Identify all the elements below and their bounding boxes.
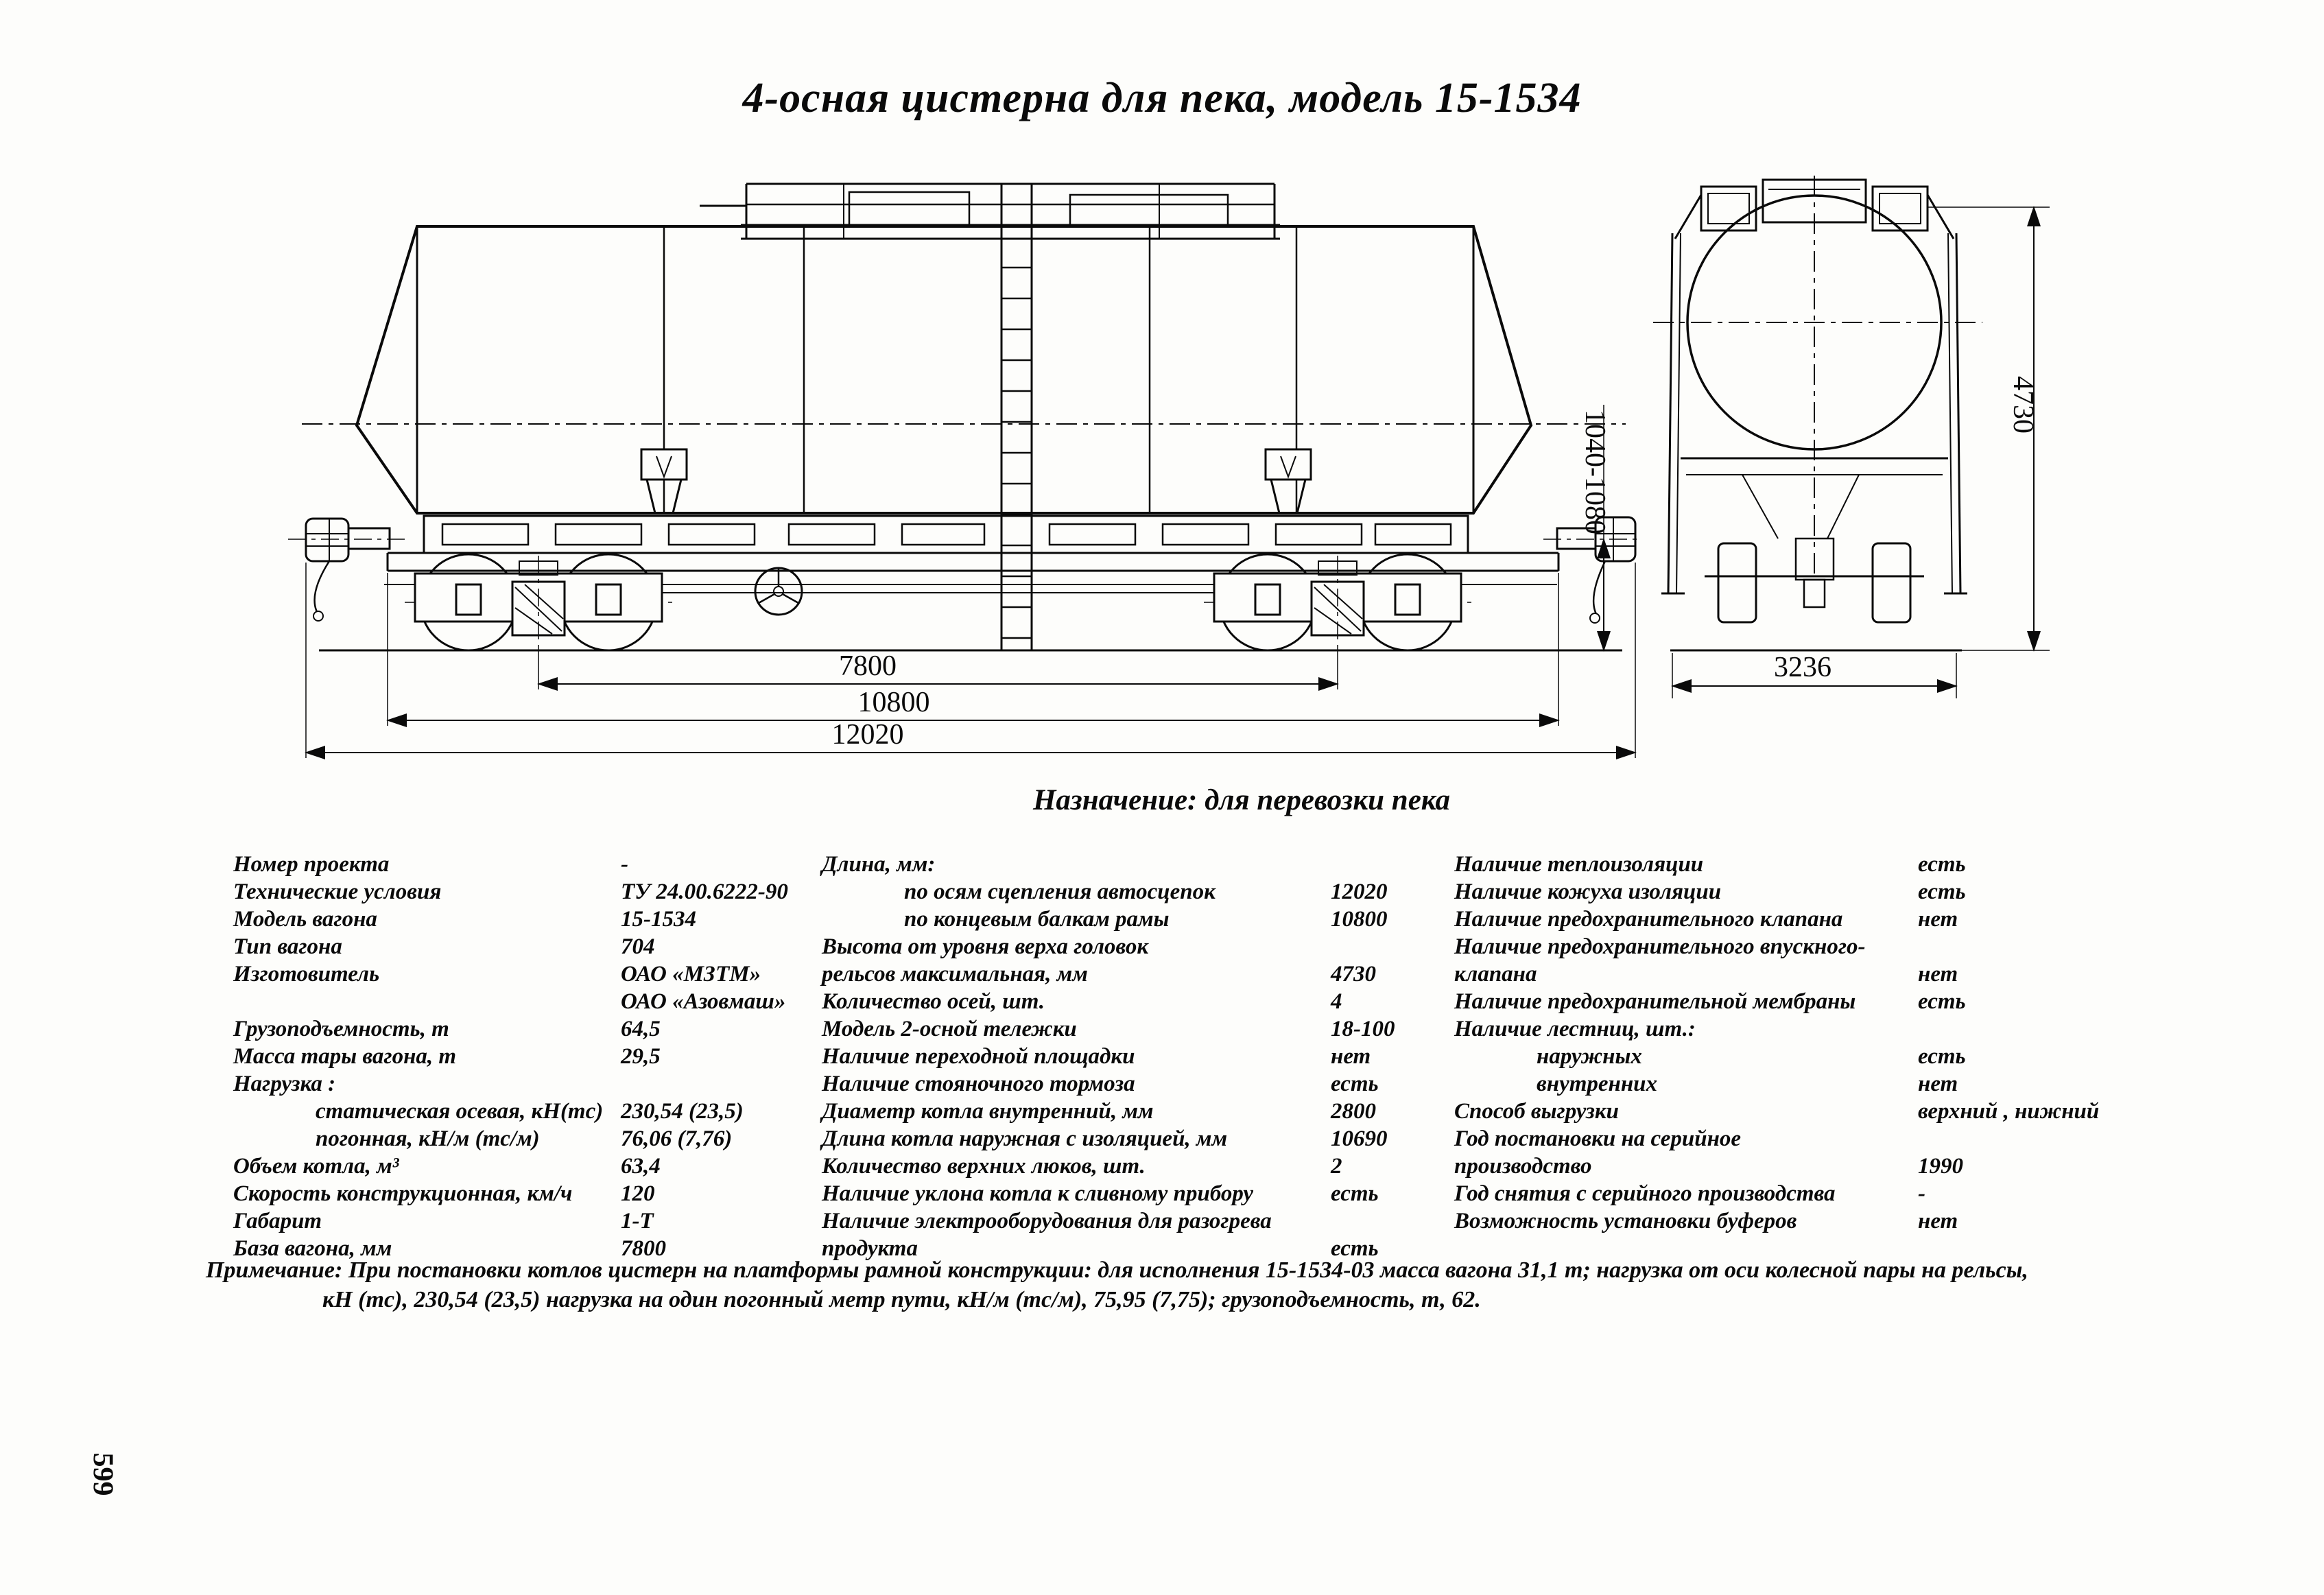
spec-value: 1-Т — [621, 1209, 654, 1233]
spec-value: есть — [1918, 852, 1966, 877]
drain-device — [641, 449, 1311, 513]
spec-label: Количество верхних люков, шт. — [822, 1154, 1146, 1179]
spec-value: ТУ 24.00.6222-90 — [621, 879, 788, 904]
dim-end-width: 3236 — [1774, 652, 1831, 683]
footnote-line-2: кН (тс), 230,54 (23,5) нагрузка на один погонный метр пути, кН/м (тс/м), 75,95 (7,75); грузоподъемность, т, 62. — [322, 1287, 1481, 1312]
spec-value: нет — [1918, 1072, 1958, 1096]
dim-coupler-height: 1040-1080 — [1579, 410, 1611, 534]
spec-value: 64,5 — [621, 1017, 661, 1041]
spec-row — [1454, 1180, 2319, 1207]
dim-bogie-base: 7800 — [839, 650, 897, 682]
spec-label: по концевым балкам рамы — [904, 907, 1170, 932]
spec-label: Наличие предохранительного впускного- — [1454, 934, 1866, 959]
page-title: 4-осная цистерна для пека, модель 15-1534 — [742, 75, 1582, 121]
spec-value: ОАО «МЗТМ» — [621, 962, 761, 986]
spec-label: производство — [1454, 1154, 1592, 1179]
spec-value: есть — [1918, 1044, 1966, 1069]
spec-value: 10690 — [1331, 1126, 1388, 1151]
spec-label: Масса тары вагона, т — [233, 1044, 457, 1069]
spec-row — [822, 1043, 1467, 1070]
spec-row — [822, 1180, 1467, 1207]
spec-label: Наличие предохранительной мембраны — [1454, 989, 1856, 1014]
spec-label: Изготовитель — [233, 962, 380, 986]
spec-label: Диаметр котла внутренний, мм — [822, 1099, 1154, 1124]
spec-label: База вагона, мм — [233, 1236, 392, 1261]
spec-row — [233, 1098, 851, 1125]
spec-row — [1454, 1125, 2319, 1153]
spec-row — [822, 1125, 1467, 1153]
spec-column-1 — [233, 851, 851, 1262]
end-dimensions — [1672, 207, 2050, 698]
ladder — [1001, 184, 1032, 650]
spec-label: Нагрузка : — [233, 1072, 336, 1096]
spec-row — [1454, 1070, 2319, 1098]
bogie — [1204, 554, 1471, 650]
spec-label: Высота от уровня верха головок — [822, 934, 1149, 959]
spec-row — [822, 1098, 1467, 1125]
spec-label: Объем котла, м³ — [233, 1154, 399, 1179]
spec-label: Наличие стояночного тормоза — [822, 1072, 1135, 1096]
spec-label: Наличие кожуха изоляции — [1454, 879, 1722, 904]
spec-value: есть — [1331, 1236, 1379, 1261]
spec-row — [1454, 1015, 2319, 1043]
spec-row — [233, 988, 851, 1015]
spec-row — [1454, 988, 2319, 1015]
spec-label: Наличие электрооборудования для разогрева — [822, 1209, 1272, 1233]
spec-column-2 — [822, 851, 1467, 1262]
spec-value: 230,54 (23,5) — [621, 1099, 744, 1124]
page-number — [81, 1437, 122, 1520]
spec-row — [233, 1043, 851, 1070]
spec-row — [1454, 906, 2319, 933]
spec-row — [233, 1180, 851, 1207]
spec-value: 12020 — [1331, 879, 1388, 904]
spec-row — [233, 1015, 851, 1043]
spec-row — [233, 1125, 851, 1153]
spec-label: Модель 2-осной тележки — [822, 1017, 1077, 1041]
spec-label: Способ выгрузки — [1454, 1099, 1619, 1124]
spec-row — [1454, 960, 2319, 988]
spec-label: Габарит — [233, 1209, 322, 1233]
spec-value: 4 — [1331, 989, 1342, 1014]
tank-car-drawing — [261, 165, 2126, 768]
spec-label: Тип вагона — [233, 934, 342, 959]
spec-label: Номер проекта — [233, 852, 390, 877]
spec-value: 76,06 (7,76) — [621, 1126, 733, 1151]
spec-label: внутренних — [1537, 1072, 1658, 1096]
footnote-line-1: Примечание: При постановки котлов цистерн на платформы рамной конструкции: для исполнения 15-1534-03 масса вагона 31,1 т; нагрузка от оси колесной пары на рельсы, — [206, 1257, 2028, 1283]
spec-row — [233, 1207, 851, 1235]
spec-value: 4730 — [1331, 962, 1376, 986]
spec-row — [1454, 1043, 2319, 1070]
spec-label: Наличие предохранительного клапана — [1454, 907, 1843, 932]
spec-row — [822, 933, 1467, 960]
spec-value: есть — [1331, 1072, 1379, 1096]
spec-label: Наличие переходной площадки — [822, 1044, 1135, 1069]
spec-label: Наличие теплоизоляции — [1454, 852, 1704, 877]
spec-value: есть — [1918, 989, 1966, 1014]
spec-label: Модель вагона — [233, 907, 377, 932]
spec-value: 2800 — [1331, 1099, 1376, 1124]
spec-label: Длина котла наружная с изоляцией, мм — [822, 1126, 1228, 1151]
dim-max-height: 4730 — [2007, 376, 2039, 434]
spec-row — [233, 906, 851, 933]
side-view — [288, 184, 1639, 650]
spec-value: 15-1534 — [621, 907, 696, 932]
spec-label: клапана — [1454, 962, 1537, 986]
spec-row — [233, 933, 851, 960]
spec-row — [822, 851, 1467, 878]
spec-label: Длина, мм: — [822, 852, 936, 877]
spec-label: Количество осей, шт. — [822, 989, 1045, 1014]
spec-row — [1454, 1153, 2319, 1180]
spec-row — [233, 960, 851, 988]
spec-label: Грузоподъемность, т — [233, 1017, 449, 1041]
spec-label: Технические условия — [233, 879, 442, 904]
spec-row — [1454, 933, 2319, 960]
spec-row — [822, 988, 1467, 1015]
spec-row — [233, 878, 851, 906]
spec-value: 1990 — [1918, 1154, 1963, 1179]
spec-row — [822, 906, 1467, 933]
spec-label: рельсов максимальная, мм — [822, 962, 1088, 986]
spec-value: нет — [1918, 907, 1958, 932]
spec-value: ОАО «Азовмаш» — [621, 989, 786, 1014]
spec-row — [233, 1153, 851, 1180]
spec-label: по осям сцепления автосцепок — [904, 879, 1216, 904]
spec-row — [822, 878, 1467, 906]
spec-value: 18-100 — [1331, 1017, 1395, 1041]
spec-row — [822, 1207, 1467, 1235]
page-number-text: 599 — [86, 1452, 119, 1496]
spec-label: продукта — [822, 1236, 918, 1261]
top-platform — [700, 184, 1280, 239]
handbrake-wheel — [755, 568, 802, 615]
spec-row — [1454, 1098, 2319, 1125]
dim-coupler-length: 12020 — [831, 719, 904, 751]
spec-value: нет — [1918, 1209, 1958, 1233]
spec-label: Наличие лестниц, шт.: — [1454, 1017, 1696, 1041]
spec-label: Год постановки на серийное — [1454, 1126, 1742, 1151]
spec-label: статическая осевая, кН(тс) — [316, 1099, 604, 1124]
spec-label: Наличие уклона котла к сливному прибору — [822, 1181, 1254, 1206]
spec-label: Возможность установки буферов — [1454, 1209, 1797, 1233]
spec-row — [1454, 851, 2319, 878]
spec-value: 10800 — [1331, 907, 1388, 932]
end-view — [1653, 176, 1982, 650]
technical-drawing — [261, 165, 2126, 768]
spec-value: есть — [1918, 879, 1966, 904]
spec-value: 704 — [621, 934, 655, 959]
spec-value: 63,4 — [621, 1154, 661, 1179]
dim-frame-length: 10800 — [857, 687, 930, 718]
spec-row — [822, 1153, 1467, 1180]
spec-value: - — [621, 852, 628, 877]
footnote — [206, 1255, 2140, 1314]
spec-value: 7800 — [621, 1236, 666, 1261]
spec-row — [1454, 1207, 2319, 1235]
spec-value: нет — [1331, 1044, 1371, 1069]
spec-label: погонная, кН/м (тс/м) — [316, 1126, 540, 1151]
spec-label: Год снятия с серийного производства — [1454, 1181, 1836, 1206]
spec-row — [233, 851, 851, 878]
spec-value: есть — [1331, 1181, 1379, 1206]
spec-row — [1454, 878, 2319, 906]
spec-column-3 — [1454, 851, 2319, 1235]
bogie — [405, 554, 672, 650]
spec-label: Скорость конструкционная, км/ч — [233, 1181, 573, 1206]
spec-value: 120 — [621, 1181, 655, 1206]
spec-value: нет — [1918, 962, 1958, 986]
spec-value: 2 — [1331, 1154, 1342, 1179]
spec-row — [822, 1070, 1467, 1098]
spec-value: верхний , нижний — [1918, 1099, 2100, 1124]
spec-row — [822, 1015, 1467, 1043]
purpose-caption: Назначение: для перевозки пека — [1032, 784, 1451, 816]
spec-value: 29,5 — [621, 1044, 661, 1069]
spec-row — [822, 960, 1467, 988]
spec-label: наружных — [1537, 1044, 1642, 1069]
spec-value: - — [1918, 1181, 1925, 1206]
spec-row — [233, 1070, 851, 1098]
